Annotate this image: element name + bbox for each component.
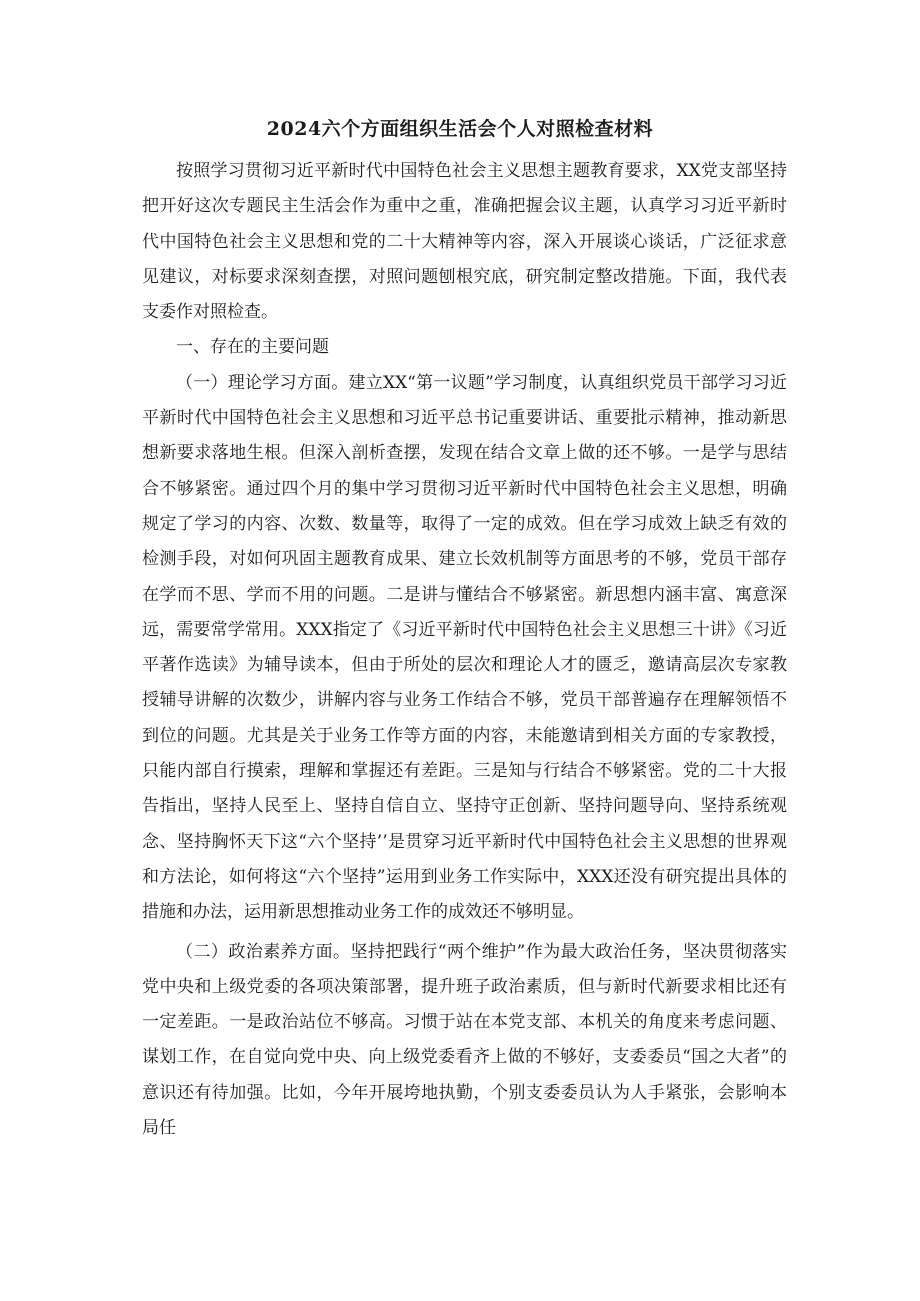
document-title: 2024六个方面组织生活会个人对照检查材料 — [266, 118, 654, 140]
intro-paragraph: 按照学习贯彻习近平新时代中国特色社会主义思想主题教育要求，XX党支部坚持把开好这次专题民主生活会作为重中之重，准确把握会议主题，认真学习习近平新时代中国特色社会主义思想和党的二十大精神等内容，深入开展谈心谈话，广泛征求意见建议，对标要求深刻查摆，对照问题刨根究底，研究制定整改措施。下面，我代表支委作对照检查。 — [142, 161, 787, 323]
document-body — [142, 154, 787, 1146]
subsection-theory-study: （一）理论学习方面。建立XX“第一议题”学习制度，认真组织党员干部学习习近平新时代中国特色社会主义思想和习近平总书记重要讲话、重要批示精神，推动新思想新要求落地生根。但深入剖析查摆，发现在结合文章上做的还不够。一是学与思结合不够紧密。通过四个月的集中学习贯彻习近平新时代中国特色社会主义思想，明确规定了学习的内容、次数、数量等，取得了一定的成效。但在学习成效上缺乏有效的检测手段，对如何巩固主题教育成果、建立长效机制等方面思考的不够，党员干部存在学而不思、学而不用的问题。二是讲与懂结合不够紧密。新思想内涵丰富、寓意深远，需要常学常用。XXX指定了《习近平新时代中国特色社会主义思想三十讲》《习近平著作选读》为辅导读本，但由于所处的层次和理论人才的匮乏，邀请高层次专家教授辅导讲解的次数少，讲解内容与业务工作结合不够，党员干部普遍存在理解领悟不到位的问题。尤其是关于业务工作等方面的内容，未能邀请到相关方面的专家教授，只能内部自行摸索，理解和掌握还有差距。三是知与行结合不够紧密。党的二十大报告指出，坚持人民至上、坚持自信自立、坚持守正创新、坚持问题导向、坚持系统观念、坚持胸怀天下这“六个坚持’’是贯穿习近平新时代中国特色社会主义思想的世界观和方法论，如何将这“六个坚持”运用到业务工作实际中，XXX还没有研究提出具体的措施和办法，运用新思想推动业务工作的成效还不够明显。 — [142, 372, 787, 923]
subsection-political-quality: （二）政治素养方面。坚持把践行“两个维护”作为最大政治任务，坚决贯彻落实党中央和上级党委的各项决策部署，提升班子政治素质，但与新时代新要求相比还有一定差距。一是政治站位不够高。习惯于站在本党支部、本机关的角度来考虑问题、谋划工作，在自觉向党中央、向上级党委看齐上做的不够好，支委委员“国之大者”的意识还有待加强。比如，今年开展垮地执勤，个别支委委员认为人手紧张，会影响本局任 — [142, 941, 787, 1139]
section-heading: 一、存在的主要问题 — [176, 337, 329, 358]
